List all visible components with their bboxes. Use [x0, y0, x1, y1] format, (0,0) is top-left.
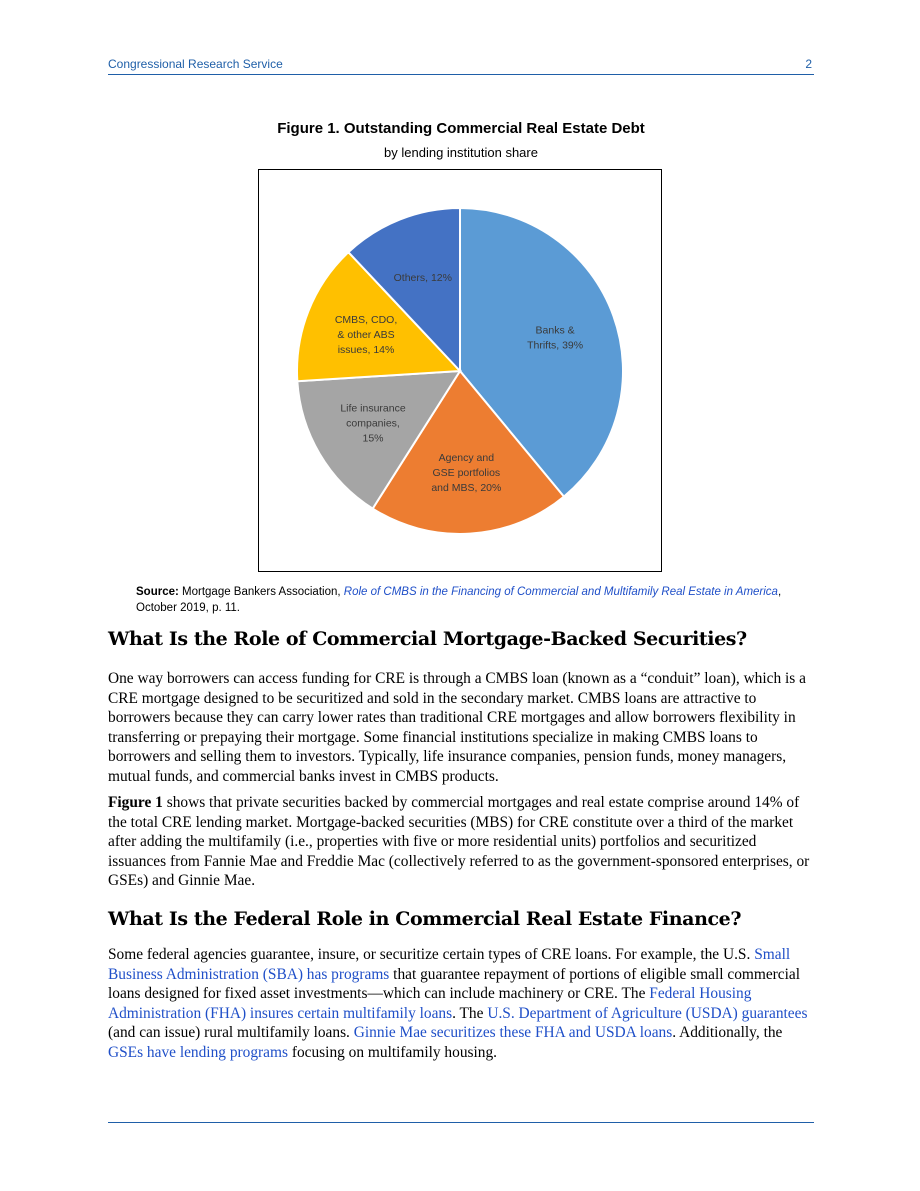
pie-label-1: Agency and GSE portfolios and MBS, 20%	[431, 451, 502, 494]
section-heading-federal: What Is the Federal Role in Commercial Real Estate Finance?	[108, 908, 742, 930]
pie-label-0: Banks & Thrifts, 39%	[527, 324, 584, 352]
paragraph-figure-discussion	[108, 793, 814, 891]
source-date: October 2019, p. 11.	[136, 602, 240, 614]
figure-title: Figure 1. Outstanding Commercial Real Estate Debt	[277, 120, 645, 137]
federal-text-6: focusing on multifamily housing.	[291, 1043, 498, 1061]
page-header	[108, 56, 814, 75]
link-ginnie-mae[interactable]: Ginnie Mae securitizes these FHA and USDA loans	[353, 1024, 673, 1041]
link-usda[interactable]: U.S. Department of Agriculture (USDA) guarantees	[487, 1004, 808, 1022]
pie-chart	[259, 170, 661, 571]
federal-text-3: . The	[452, 1004, 484, 1022]
link-gse[interactable]: GSEs have lending programs	[108, 1043, 288, 1061]
federal-text-2: that guarantee repayment of portions of eligible small commercial loans designed for fixed asset investments—which can include machinery or CRE. The	[108, 965, 801, 1002]
source-link[interactable]: Role of CMBS in the Financing of Commercial and Multifamily Real Estate in America	[343, 586, 778, 598]
paragraph-federal-role	[108, 945, 814, 1062]
figure-source: Source: Mortgage Bankers Association, Role of CMBS in the Financing of Commercial and Multifamily Real Estate in America, October 2019, p. 11.	[136, 586, 782, 614]
source-text: Mortgage Bankers Association,	[182, 586, 341, 598]
federal-text-1: Some federal agencies guarantee, insure, or securitize certain types of CRE loans. For example, the U.S.	[108, 946, 751, 963]
figure-reference: Figure 1	[108, 794, 163, 811]
pie-label-4: Others, 12%	[393, 272, 452, 285]
header-org: Congressional Research Service	[108, 57, 283, 71]
pie-label-3: CMBS, CDO, & other ABS issues, 14%	[334, 313, 398, 356]
paragraph-figure-text: shows that private securities backed by commercial mortgages and real estate comprise around 14% of the total CRE lending market. Mortgage-backed securities (MBS) for CRE constitute over a third of the market after adding the multifamily (i.e., properties with five or more residential units) portfolios and securitized issuances from Fannie Mae and Freddie Mac (collectively referred to as the government-sponsored enterprises, or GSEs) and Ginnie Mae.	[108, 794, 810, 889]
section-heading-cmbs: What Is the Role of Commercial Mortgage-Backed Securities?	[108, 628, 747, 650]
federal-text-5: . Additionally, the	[672, 1024, 783, 1041]
link-sba[interactable]: Small Business Administration (SBA) has programs	[108, 946, 791, 983]
federal-text-4: (and can issue) rural multifamily loans.	[108, 1024, 350, 1041]
footer-rule	[108, 1122, 814, 1123]
pie-label-2: Life insurance companies, 15%	[340, 402, 406, 445]
source-label: Source:	[136, 586, 179, 598]
page-number: 2	[805, 57, 812, 71]
link-fha[interactable]: Federal Housing Administration (FHA) insures certain multifamily loans	[108, 985, 752, 1022]
figure-subtitle: by lending institution share	[384, 145, 538, 160]
pie-chart-frame	[258, 169, 662, 572]
paragraph-cmbs-intro: One way borrowers can access funding for CRE is through a CMBS loan (known as a “conduit” loan), which is a CRE mortgage designed to be securitized and sold in the secondary market. CMBS loans are attractive to borrowers because they can carry lower rates than traditional CRE mortgages and allow borrowers flexibility in transferring or prepaying their mortgage. Some financial institutions specialize in making CMBS loans to borrowers and selling them to investors. Typically, life insurance companies, pension funds, money managers, mutual funds, and commercial banks invest in CMBS products.	[108, 670, 806, 785]
